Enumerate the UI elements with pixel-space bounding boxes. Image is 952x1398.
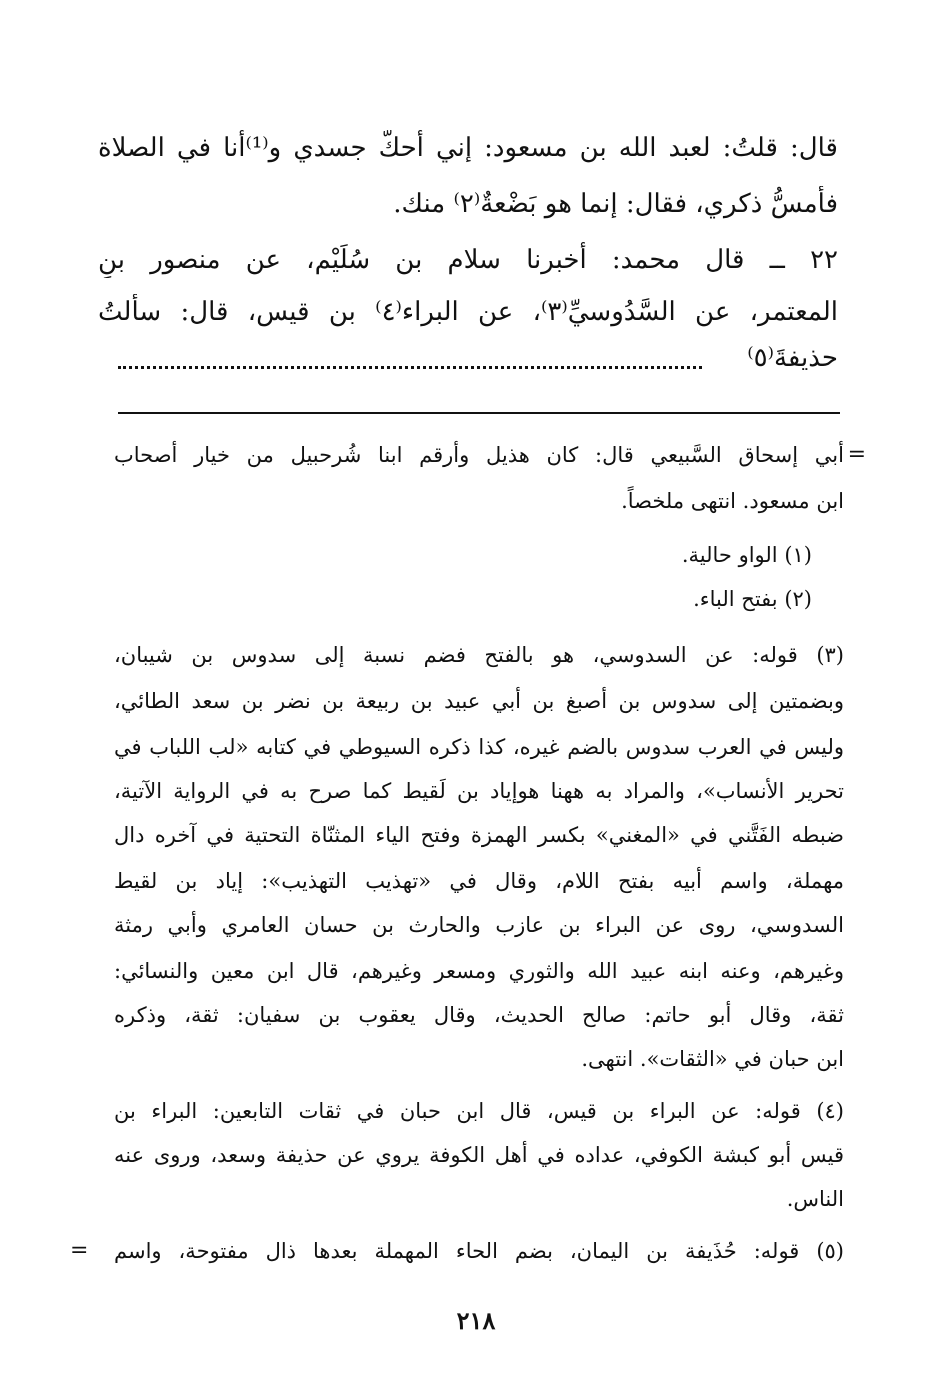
- ellipsis-dots: [118, 366, 702, 369]
- footnote-3-line: ثقة، وقال أبو حاتم: صالح الحديث، وقال يعقوب بن سفيان: ثقة، وذكره: [114, 1003, 844, 1027]
- footnote-4-line: (٤) قوله: عن البراء بن قيس، قال ابن حبان في ثقات التابعين: البراء بن: [114, 1099, 844, 1123]
- footnote-3-line: (٣) قوله: عن السدوسي، هو بالفتح فضم نسبة إلى سدوس بن شيبان،: [114, 643, 844, 667]
- footnote-end-mark: =: [70, 1238, 89, 1263]
- footnote-3-line: مهملة، واسم أبيه بفتح اللام، وقال في «تهذيب التهذيب»: إياد بن لقيط: [114, 869, 844, 893]
- footnote-3-line: تحرير الأنساب»، والمراد به ههنا هوإياد بن لَقيط كما صرح به في الرواية الآتية،: [114, 779, 844, 803]
- footnote-1: (١) الواو حالية.: [681, 543, 812, 567]
- footnote-2: (٢) بفتح الباء.: [693, 587, 812, 611]
- footnote-continuation-mark: =: [847, 442, 866, 467]
- footnote-3-line: وليس في العرب سدوس بالضم غيره، كذا ذكره السيوطي في كتابه «لب اللباب في: [114, 735, 844, 759]
- footnote-3-line: وغيرهم، وعنه ابنه عبيد الله والثوري ومسعر وغيرهم، قال ابن معين والنسائي:: [114, 959, 844, 983]
- footnote-line: أبي إسحاق السَّبيعي قال: كان هذيل وأرقم ابنا شُرحبيل من خيار أصحاب: [114, 443, 844, 467]
- footnote-3-line: وبضمتين إلى سدوس بن أصبغ بن أبي عبيد بن ربيعة بن نضر بن سعد الطائي،: [114, 689, 844, 713]
- page-number: ٢١٨: [456, 1306, 496, 1335]
- main-text-line-4: المعتمر، عن السَّدُوسيِّ⁽٣⁾، عن البراء⁽٤⁾ بن قيس، قال: سألتُ: [98, 297, 838, 327]
- footnote-4-line: الناس.: [786, 1187, 844, 1211]
- main-text-line-1: قال: قلتُ: لعبد الله بن مسعود: إني أحكُّ جسدي و⁽¹⁾أنا في الصلاة: [98, 133, 838, 163]
- footnote-3-line: ضبطه الفَتَّني في «المغني» بكسر الهمزة وفتح الياء المثنّاة التحتية في آخره دال: [114, 823, 844, 847]
- main-text-line-2: فأمسُّ ذكري، فقال: إنما هو بَضْعةٌ⁽٢⁾ منك.: [393, 189, 838, 219]
- footnote-3-line: السدوسي، روى عن البراء بن عازب والحارث بن حسان العامري وأبي رمثة: [114, 913, 844, 937]
- footnote-3-line: ابن حبان في «الثقات». انتهى.: [581, 1047, 844, 1071]
- footnote-separator: [118, 412, 840, 414]
- footnote-5-line: (٥) قوله: حُذَيفة بن اليمان، بضم الحاء المهملة بعدها ذال مفتوحة، واسم: [114, 1239, 844, 1263]
- main-text-line-5: حذيفةَ⁽٥⁾: [747, 343, 838, 373]
- footnote-4-line: قيس أبو كبشة الكوفي، عداده في أهل الكوفة يروي عن حذيفة وسعد، وروى عنه: [114, 1143, 844, 1167]
- main-text-line-3: ٢٢ ــ قال محمد: أخبرنا سلام بن سُلَيْم، عن منصور بنِ: [98, 245, 838, 275]
- footnote-line: ابن مسعود. انتهى ملخصاً.: [621, 489, 844, 513]
